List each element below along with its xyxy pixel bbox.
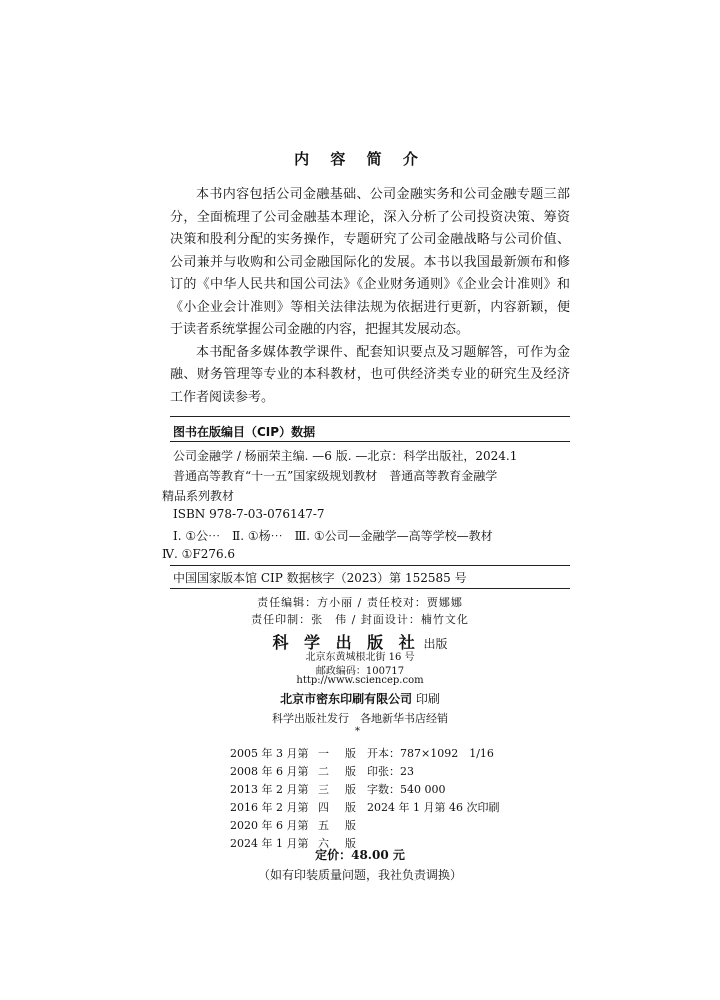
edition-unit: 版 <box>345 837 356 850</box>
edition-unit: 版 <box>345 783 356 796</box>
summary-body <box>170 184 570 409</box>
edition-number: 六 <box>318 837 329 850</box>
printer-suffix: 印刷 <box>412 692 440 706</box>
edition-number: 四 <box>318 801 329 814</box>
edition-unit: 版 <box>345 801 356 814</box>
cip-line: 精品系列教材 <box>162 489 235 503</box>
edition-info: 字数：540 000 <box>367 783 446 796</box>
edition-info: 2024 年 1 月第 46 次印刷 <box>367 801 500 814</box>
edition-unit: 版 <box>345 747 356 760</box>
edition-info: 开本：787×1092 1/16 <box>367 747 494 760</box>
edition-number: 二 <box>318 765 329 778</box>
edition-date: 2016 年 2 月第 <box>230 801 309 814</box>
price: 定价：48.00 元 <box>315 848 405 862</box>
edition-info: 印张：23 <box>367 765 414 778</box>
distribution: 科学出版社发行 各地新华书店经销 <box>272 712 448 725</box>
cip-line: 普通高等教育“十一五”国家级规划教材 普通高等教育金融学 <box>173 469 498 483</box>
edition-number: 五 <box>318 819 329 832</box>
quality-note: （如有印装质量问题，我社负责调换） <box>257 868 462 882</box>
edition-date: 2013 年 2 月第 <box>230 783 309 796</box>
edition-date: 2024 年 1 月第 <box>230 837 309 850</box>
separator-asterisk: * <box>355 726 360 737</box>
staff-editors: 责任编辑：方小丽 / 责任校对：贾娜娜 <box>257 596 463 609</box>
printer-name: 北京市密东印刷有限公司 <box>280 692 413 706</box>
divider <box>170 416 570 417</box>
edition-unit: 版 <box>345 819 356 832</box>
summary-title: 内 容 简 介 <box>294 150 426 168</box>
cip-line: Ⅰ. ①公⋯ Ⅱ. ①杨⋯ Ⅲ. ①公司—金融学—高等学校—教材 <box>173 529 493 543</box>
edition-date: 2005 年 3 月第 <box>230 747 309 760</box>
edition-date: 2008 年 6 月第 <box>230 765 309 778</box>
edition-number: 三 <box>318 783 329 796</box>
printer <box>0 690 720 707</box>
edition-number: 一 <box>318 747 329 760</box>
publisher-name-suffix: 出版 <box>419 637 448 651</box>
staff-production: 责任印制：张 伟 / 封面设计：楠竹文化 <box>251 613 469 626</box>
publisher-postcode: 邮政编码：100717 <box>315 666 405 677</box>
publisher-name-text: 科 学 出 版 社 <box>272 633 420 652</box>
edition-date: 2020 年 6 月第 <box>230 819 309 832</box>
cip-heading: 图书在版编目（CIP）数据 <box>173 425 316 439</box>
cip-record-number: 中国国家版本馆 CIP 数据核字（2023）第 152585 号 <box>173 571 467 585</box>
divider <box>170 565 570 566</box>
divider <box>170 588 570 589</box>
publisher-url: http://www.sciencep.com <box>296 675 424 686</box>
summary-paragraph: 本书内容包括公司金融基础、公司金融实务和公司金融专题三部分，全面梳理了公司金融基本理论，深入分析了公司投资决策、筹资决策和股利分配的实务操作，专题研究了公司金融战略与公司价值、公司兼并与收购和公司金融国际化的发展。本书以我国最新颁布和修订的《中华人民共和国公司法》《企业财务通则》《企业会计准则》和《小企业会计准则》等相关法律法规为依据进行更新，内容新颖，便于读者系统掌握公司金融的内容，把握其发展动态。 <box>170 187 570 337</box>
divider <box>170 441 570 442</box>
publisher-address: 北京东黄城根北街 16 号 <box>305 652 415 663</box>
cip-line: 公司金融学 / 杨丽荣主编. —6 版. —北京：科学出版社，2024.1 <box>173 449 518 463</box>
summary-paragraph: 本书配备多媒体教学课件、配套知识要点及习题解答，可作为金融、财务管理等专业的本科教材，也可供经济类专业的研究生及经济工作者阅读参考。 <box>170 344 570 405</box>
edition-unit: 版 <box>345 765 356 778</box>
cip-line: Ⅳ. ①F276.6 <box>162 547 236 561</box>
cip-line: ISBN 978-7-03-076147-7 <box>173 507 325 521</box>
